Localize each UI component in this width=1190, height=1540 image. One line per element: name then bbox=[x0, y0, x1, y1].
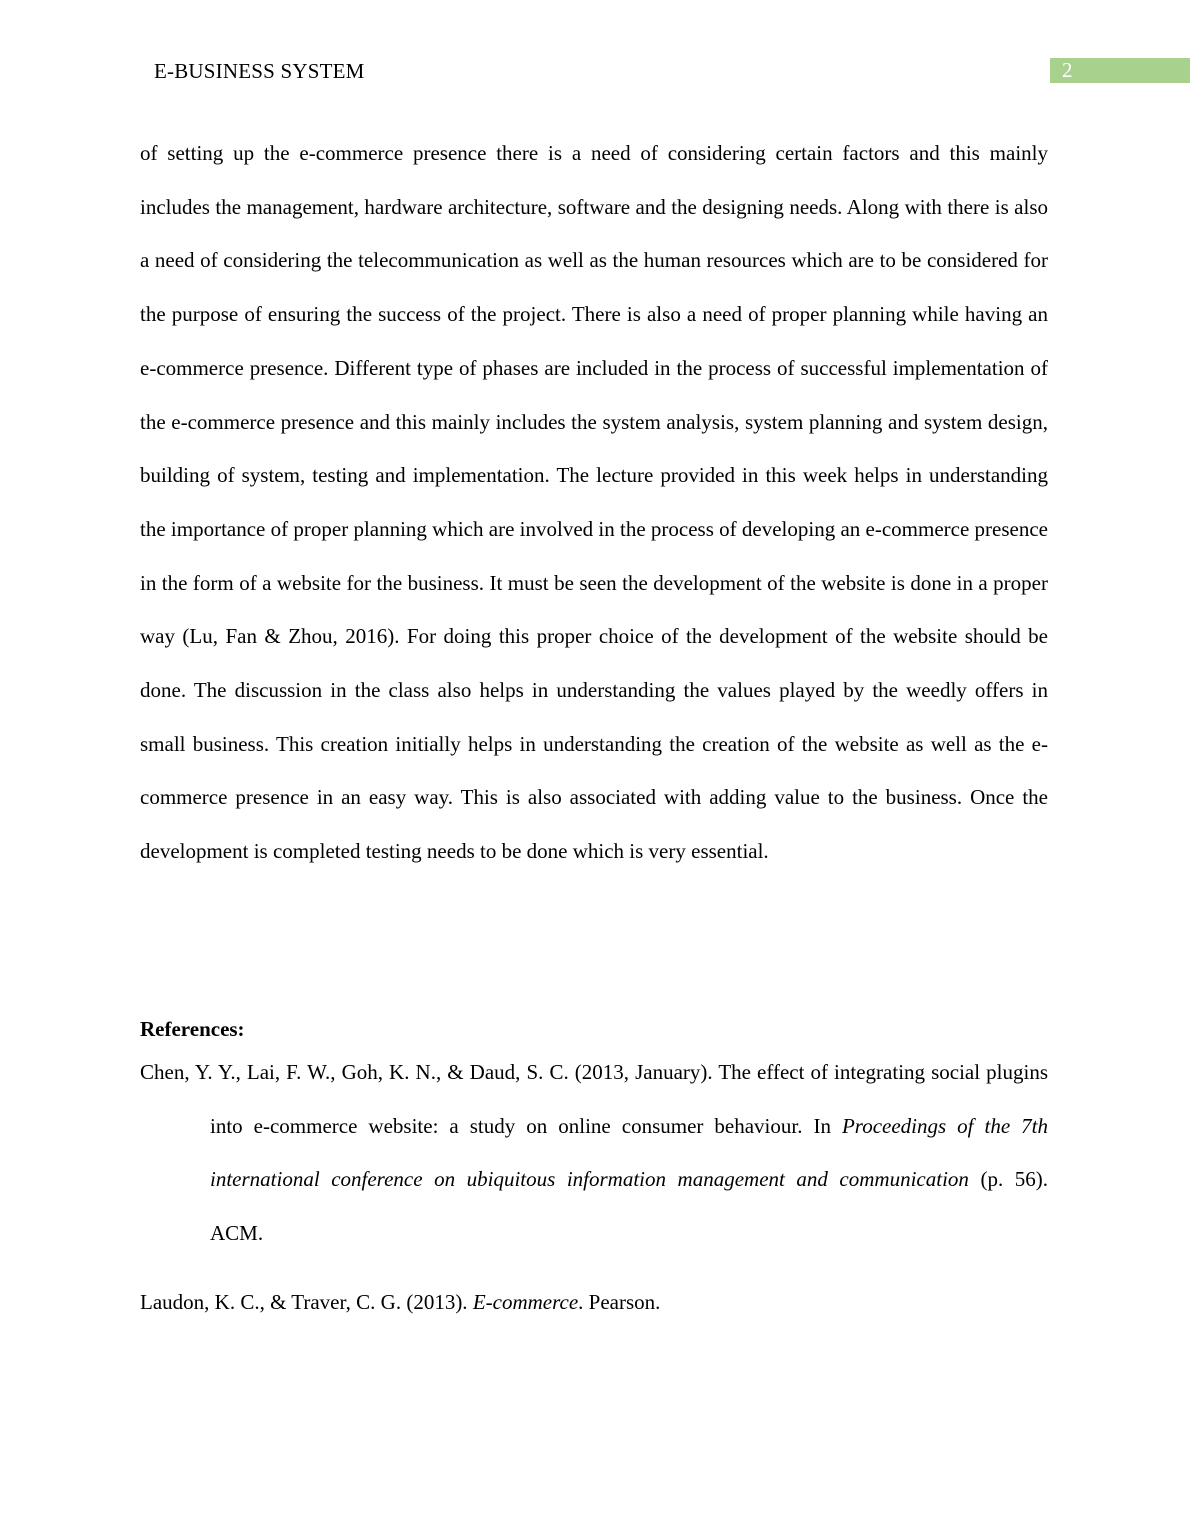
reference-publisher-text: . Pearson. bbox=[578, 1290, 661, 1314]
reference-authors-text: Chen, Y. Y., Lai, F. W., Goh, K. N., & Daud, S. C. (2013, January). The effect of integrating social plugins into e-commerce website: a study on online consumer behaviour. In bbox=[140, 1060, 1048, 1138]
reference-source-title: Proceedings of the 7th international conference on ubiquitous information management and communication bbox=[210, 1113, 1048, 1192]
page-number-badge bbox=[1050, 58, 1190, 83]
running-head-title: E-BUSINESS SYSTEM bbox=[154, 59, 365, 83]
reference-source-title: E-commerce bbox=[472, 1290, 579, 1314]
reference-publisher-text: (p. 56). ACM. bbox=[210, 1167, 1048, 1246]
body-paragraph: of setting up the e-commerce presence there is a need of considering certain factors and this mainly includes the management, hardware architecture, software and the designing needs. Along with there is also a need of considering the telecommunication as well as the human resources which are to be considered for the purpose of ensuring the success of the project. There is also a need of proper planning while having an e-commerce presence. Different type of phases are included in the process of successful implementation of the e-commerce presence and this mainly includes the system analysis, system planning and system design, building of system, testing and implementation. The lecture provided in this week helps in understanding the importance of proper planning which are involved in the process of developing an e-commerce presence in the form of a website for the business. It must be seen the development of the website is done in a proper way (Lu, Fan & Zhou, 2016). For doing this proper choice of the development of the website should be done. The discussion in the class also helps in understanding the values played by the weedly offers in small business. This creation initially helps in understanding the creation of the website as well as the e-commerce presence in an easy way. This is also associated with adding value to the business. Once the development is completed testing needs to be done which is very essential. bbox=[140, 141, 1048, 864]
reference-item bbox=[140, 1276, 1048, 1330]
references-heading: References: bbox=[140, 1017, 245, 1041]
page-number: 2 bbox=[1062, 58, 1073, 82]
reference-item bbox=[140, 1046, 1048, 1261]
reference-authors-text: Laudon, K. C., & Traver, C. G. (2013). bbox=[140, 1290, 473, 1314]
